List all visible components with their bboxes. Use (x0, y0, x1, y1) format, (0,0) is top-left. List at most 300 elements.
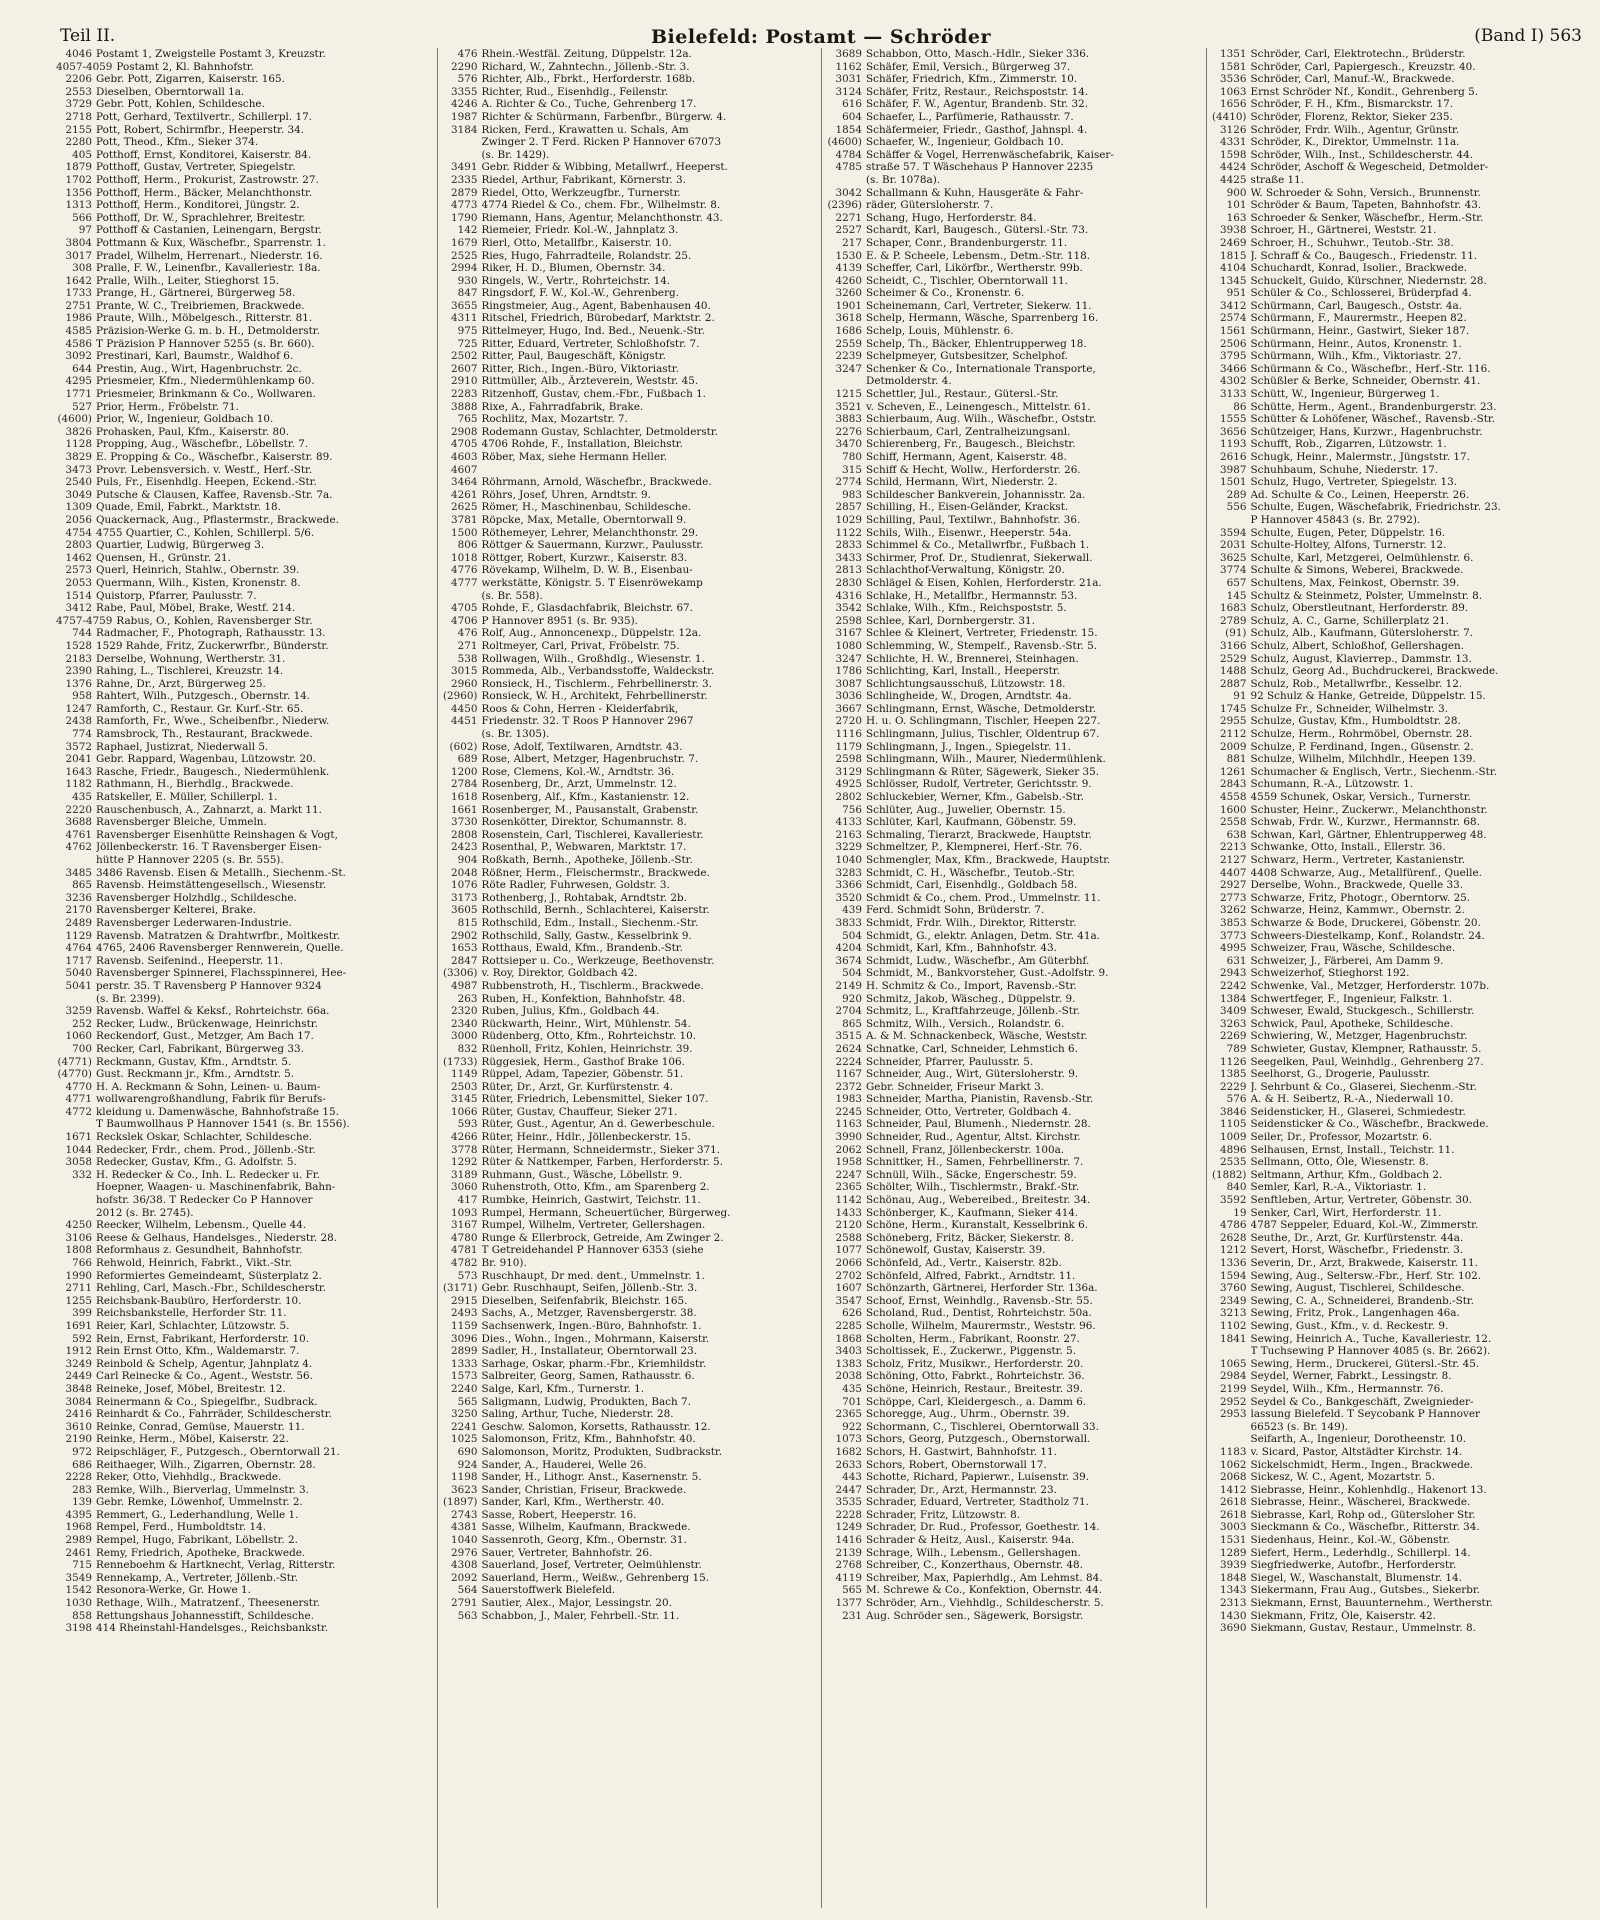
directory-entry (826, 161, 1202, 174)
phone-number: 3247 (835, 652, 862, 665)
phone-number: 3848 (65, 1382, 92, 1395)
entry-text: Ringstmeier, Aug., Agent, Babenhausen 40. (481, 299, 711, 312)
directory-entry (1211, 1118, 1587, 1131)
entry-text: Schwarz, Herm., Vertreter, Kastanienstr. (1250, 854, 1466, 866)
phone-number: 4104 (1220, 262, 1247, 275)
directory-entry (56, 514, 433, 527)
entry-text: Rempel, Hugo, Fabrikant, Löbellstr. 2. (96, 1534, 298, 1547)
entry-text: Schrage, Wilh., Lebensm., Gellershagen. (866, 1546, 1081, 1559)
phone-number: 3688 (65, 816, 92, 829)
phone-number: 930 (457, 274, 478, 287)
phone-number: 4424 (1220, 161, 1247, 174)
entry-text: Schlee & Kleinert, Vertreter, Friedenstr. 15. (866, 627, 1098, 640)
entry-text: Riedel, Arthur, Fabrikant, Körnerstr. 3. (481, 173, 686, 186)
directory-entry (1211, 980, 1587, 993)
phone-number: 1142 (835, 1194, 862, 1207)
phone-number: 4250 (65, 1219, 92, 1232)
directory-entry (442, 1056, 818, 1069)
phone-number: 2847 (451, 954, 478, 967)
directory-entry (442, 615, 818, 628)
entry-text: Schütte, Herm., Agent., Brandenburgerstr. 23. (1250, 400, 1497, 413)
directory-entry (826, 476, 1202, 489)
entry-text: Prange, H., Gärtnerei, Bürgerweg 58. (96, 287, 296, 300)
phone-number: 439 (842, 904, 862, 917)
directory-entry (1211, 1584, 1587, 1597)
entry-text: Seydel, Wilh., Kfm., Hermannstr. 76. (1250, 1382, 1444, 1395)
phone-number: 2857 (835, 501, 862, 514)
phone-number: 4261 (451, 488, 478, 501)
phone-number: 1062 (1220, 1458, 1247, 1471)
directory-entry (56, 1244, 433, 1257)
phone-number: 3166 (1220, 639, 1247, 652)
entry-text: wollwarengroßhandlung, Fabrik für Berufs- (96, 1093, 326, 1106)
directory-entry (56, 1081, 433, 1094)
phone-number: 565 (842, 1584, 862, 1597)
directory-entry (826, 1181, 1202, 1194)
phone-number: 4770 (65, 1080, 92, 1093)
entry-text: Gust. Reckmann jr., Kfm., Arndtstr. 5. (96, 1068, 295, 1081)
entry-text: Schneider, Pfarrer, Paulusstr. 5. (866, 1055, 1034, 1068)
phone-number: 3184 (451, 123, 478, 136)
entry-text: T Baumwollhaus P Hannover 1541 (s. Br. 1556). (96, 1118, 350, 1131)
directory-entry (442, 1471, 818, 1484)
entry-text: Ravensb. Waffel & Keksf., Rohrteichstr. 66a. (96, 1005, 330, 1018)
entry-text: Schultz & Steinmetz, Polster, Ummelnstr. 8. (1250, 589, 1483, 602)
phone-number: 4311 (451, 312, 478, 325)
phone-number: 315 (842, 463, 862, 476)
directory-entry (826, 854, 1202, 867)
entry-text: Runge & Ellerbrock, Getreide, Am Zwinger 2. (481, 1231, 724, 1244)
entry-text: Rosenberg, Dr., Arzt, Ummelnstr. 12. (481, 778, 677, 791)
entry-text: Schönau, Aug., Webereibed., Breitestr. 34. (866, 1194, 1091, 1207)
entry-text: Röthemeyer, Lehrer, Melanchthonstr. 29. (481, 526, 699, 539)
phone-number: 604 (842, 110, 862, 123)
phone-number: 2241 (451, 1420, 478, 1433)
phone-number: 2502 (451, 350, 478, 363)
phone-number: 715 (72, 1559, 92, 1572)
phone-number (1211, 1433, 1251, 1446)
directory-entry (826, 325, 1202, 338)
directory-column-1 (52, 48, 437, 1908)
phone-number: 1462 (65, 551, 92, 564)
directory-entry (826, 1307, 1202, 1320)
directory-entry (1211, 174, 1587, 187)
entry-text: Reinke, Conrad, Gemüse, Mauerstr. 11. (96, 1420, 305, 1433)
directory-entry (826, 930, 1202, 943)
phone-number: 2112 (1220, 728, 1247, 741)
directory-entry (826, 224, 1202, 237)
entry-text: Reier, Karl, Schlachter, Lützowstr. 5. (96, 1319, 290, 1332)
phone-number: 1607 (835, 1282, 862, 1295)
phone-number: 2813 (835, 564, 862, 577)
entry-text: Sewing, August, Tischlerei, Schildesche. (1250, 1282, 1465, 1295)
phone-number: 4260 (835, 274, 862, 287)
entry-text: Röttger, Robert, Kurzwr., Kaiserstr. 83. (481, 551, 688, 564)
directory-entry (1211, 287, 1587, 300)
directory-entry (442, 791, 818, 804)
directory-entry (826, 61, 1202, 74)
directory-entry (826, 1219, 1202, 1232)
phone-number: 2493 (451, 1307, 478, 1320)
entry-text: E. & P. Scheele, Lebensm., Detm.-Str. 118. (866, 249, 1091, 262)
entry-text: Richter & Schürmann, Farbenfbr., Bürgerw. 4. (481, 110, 727, 123)
phone-number: 1345 (1220, 274, 1247, 287)
directory-entry (442, 715, 818, 728)
entry-text: Prohasken, Paul, Kfm., Kaiserstr. 80. (96, 425, 290, 438)
phone-number: 2802 (835, 791, 862, 804)
directory-entry (56, 174, 433, 187)
entry-text: (s. Br. 558). (481, 589, 543, 602)
directory-entry (1211, 161, 1587, 174)
directory-entry (1211, 451, 1587, 464)
phone-number: 3594 (1220, 526, 1247, 539)
directory-entry (442, 1207, 818, 1220)
entry-text: Schröder, Wilh., Inst., Schildescherstr. 44. (1250, 148, 1474, 161)
directory-entry (826, 1244, 1202, 1257)
phone-number: 2228 (65, 1471, 92, 1484)
phone-number: 3133 (1220, 388, 1247, 401)
phone-number: (1882) (1211, 1168, 1247, 1181)
entry-text: Schierenberg, Fr., Baugesch., Bleichstr. (866, 438, 1076, 451)
phone-number: 1025 (451, 1433, 478, 1446)
entry-text: Schroer, H., Schuhwr., Teutob.-Str. 38. (1250, 236, 1454, 249)
phone-number: 2240 (451, 1382, 478, 1395)
entry-text: werkstätte, Königstr. 5. T Eisenröwekamp (481, 576, 703, 589)
entry-text: Sewing, Heinrich A., Tuche, Kavalleriestr. 12. (1250, 1332, 1492, 1345)
directory-entry (442, 426, 818, 439)
phone-number: 1771 (65, 388, 92, 401)
phone-number: 4777 (451, 576, 478, 589)
phone-number: 4585 (65, 325, 92, 338)
phone-number: 1531 (1220, 1534, 1247, 1547)
phone-number: 3470 (835, 438, 862, 451)
directory-entry (826, 262, 1202, 275)
phone-number: 3173 (451, 891, 478, 904)
entry-text: Postamt 2, Kl. Bahnhofstr. (116, 60, 254, 73)
entry-text: Derselbe, Wohnung, Wertherstr. 31. (96, 652, 286, 665)
entry-text: Schwick, Paul, Apotheke, Schildesche. (1250, 1017, 1454, 1030)
phone-number: 1159 (451, 1319, 478, 1332)
directory-entry (56, 1030, 433, 1043)
directory-entry (56, 161, 433, 174)
phone-number: 3283 (835, 866, 862, 879)
directory-entry (826, 136, 1202, 149)
phone-number: 1598 (1220, 148, 1247, 161)
page-section-label: Teil II. (60, 26, 116, 46)
directory-entry (826, 1131, 1202, 1144)
entry-text: Ramsbrock, Th., Restaurant, Brackwede. (96, 728, 313, 741)
directory-entry (442, 1244, 818, 1257)
phone-number: 847 (457, 287, 478, 300)
directory-entry (442, 413, 818, 426)
phone-number: 1029 (835, 513, 862, 526)
entry-text: Schulz, A. C., Garne, Schillerplatz 21. (1250, 614, 1450, 627)
phone-number: 744 (72, 627, 92, 640)
phone-number: 1129 (65, 929, 92, 942)
phone-number: 3403 (835, 1345, 862, 1358)
entry-text: Recker, Carl, Fabrikant, Bürgerweg 33. (96, 1042, 304, 1055)
entry-text: 1529 Rahde, Fritz, Zuckerwrfbr., Bünderstr. (96, 639, 329, 652)
entry-text: Rumpel, Hermann, Scheuertücher, Bürgerweg. (481, 1206, 731, 1219)
phone-number: 2618 (1220, 1496, 1247, 1509)
entry-text: Sander, Karl, Kfm., Wertherstr. 40. (481, 1496, 665, 1509)
entry-text: hofstr. 36/38. T Redecker Co P Hannover (96, 1194, 313, 1207)
directory-entry (56, 678, 433, 691)
directory-entry (56, 753, 433, 766)
phone-number: 2489 (65, 916, 92, 929)
entry-text: Schröder, Florenz, Rektor, Sieker 235. (1250, 110, 1453, 123)
entry-text: (s. Br. 1305). (481, 728, 550, 741)
directory-entry (1211, 1232, 1587, 1245)
directory-entry (826, 993, 1202, 1006)
directory-entry (1211, 728, 1587, 741)
directory-entry (442, 1257, 818, 1270)
directory-entry (56, 413, 433, 426)
directory-entry (56, 892, 433, 905)
phone-number: 1384 (1220, 992, 1247, 1005)
phone-number (1211, 514, 1251, 527)
entry-text: Schulze Fr., Schneider, Wilhelmstr. 3. (1250, 702, 1449, 715)
phone-number: 2280 (65, 136, 92, 149)
directory-entry (1211, 111, 1587, 124)
directory-entry (56, 841, 433, 854)
phone-number: 1702 (65, 173, 92, 186)
entry-text: Schwieter, Gustav, Klempner, Rathausstr. 5. (1250, 1042, 1482, 1055)
directory-entry (442, 489, 818, 502)
entry-text: Schierbaum, Carl, Zentralheizungsanl. (866, 425, 1071, 438)
phone-number: 1530 (835, 249, 862, 262)
directory-entry (442, 955, 818, 968)
phone-number: 563 (457, 1609, 478, 1622)
entry-text: Rettungshaus Johannesstift, Schildesche. (96, 1609, 314, 1622)
phone-number: 1686 (835, 325, 862, 338)
phone-number: 1968 (65, 1521, 92, 1534)
entry-text: 2012 (s. Br. 2745). (96, 1206, 194, 1219)
entry-text: Schmitz, Jakob, Wäscheg., Düppelstr. 9. (866, 992, 1076, 1005)
entry-text: Schröder, Carl, Manuf.-W., Brackwede. (1250, 73, 1455, 86)
directory-entry (826, 48, 1202, 61)
entry-text: Schmidt, C. H., Wäschefbr., Teutob.-Str. (866, 866, 1075, 879)
directory-entry (56, 451, 433, 464)
phone-number: 435 (842, 1382, 862, 1395)
directory-entry (442, 1333, 818, 1346)
phone-number: 2149 (835, 979, 862, 992)
phone-number: 1261 (1220, 765, 1247, 778)
phone-number: 1116 (835, 728, 862, 741)
phone-number: 145 (1226, 589, 1247, 602)
phone-number: 1430 (1220, 1609, 1247, 1622)
phone-number: 2803 (65, 539, 92, 552)
directory-entry (442, 690, 818, 703)
directory-entry (826, 1068, 1202, 1081)
directory-entry (56, 464, 433, 477)
directory-entry (56, 615, 433, 628)
phone-number: (3306) (442, 967, 478, 980)
directory-entry (56, 1547, 433, 1560)
entry-text: Gebr. Ruschhaupt, Seifen, Jöllenb.-Str. 3. (481, 1282, 698, 1295)
directory-entry (826, 728, 1202, 741)
directory-entry (1211, 262, 1587, 275)
phone-number: 1044 (65, 1143, 92, 1156)
phone-number: 2041 (65, 753, 92, 766)
directory-entry (442, 1521, 818, 1534)
entry-text: Ritter, Paul, Baugeschäft, Königstr. (481, 350, 666, 363)
phone-number: 2704 (835, 1005, 862, 1018)
phone-number: 3605 (451, 904, 478, 917)
entry-text: 4755 Quartier, C., Kohlen, Schillerpl. 5/6. (96, 526, 315, 539)
entry-text: (s. Br. 2399). (96, 992, 164, 1005)
directory-entry (1211, 1383, 1587, 1396)
directory-entry (826, 1093, 1202, 1106)
entry-text: Schweizer, Frau, Wäsche, Schildesche. (1250, 942, 1456, 955)
phone-number: 881 (1226, 753, 1247, 766)
entry-text: Rüppel, Adam, Tapezier, Göbenstr. 51. (481, 1068, 684, 1081)
entry-text: Scheidt, C., Tischler, Oberntorwall 11. (866, 274, 1068, 287)
phone-number: 4754 (65, 526, 92, 539)
directory-entry (442, 1559, 818, 1572)
phone-number: 1356 (65, 186, 92, 199)
entry-text: Schöning, Otto, Fabrkt., Rohrteichstr. 36. (866, 1370, 1085, 1383)
phone-number: 3263 (1220, 1017, 1247, 1030)
directory-entry (442, 174, 818, 187)
entry-text: Schmidt, Frdr. Wilh., Direktor, Ritterstr. (866, 916, 1077, 929)
entry-text: Schweizerhof, Stieghorst 192. (1250, 967, 1410, 980)
directory-entry (56, 766, 433, 779)
phone-number: 4776 (451, 564, 478, 577)
phone-number: 4773 (451, 199, 478, 212)
directory-entry (442, 1307, 818, 1320)
entry-text: Ravensb. Heimstättengesellsch., Wiesenstr. (96, 879, 327, 892)
phone-number: 1163 (835, 1118, 862, 1131)
entry-text: Reformiertes Gemeindeamt, Süsterplatz 2. (96, 1269, 322, 1282)
directory-entry (56, 577, 433, 590)
phone-number: 2228 (835, 1508, 862, 1521)
entry-text: Schönewolf, Gustav, Kaiserstr. 39. (866, 1244, 1046, 1257)
phone-number: 4381 (451, 1521, 478, 1534)
entry-text: Schäfermeier, Friedr., Gasthof, Jahnspl. 4. (866, 123, 1088, 136)
phone-number: 3826 (65, 425, 92, 438)
phone-number: 4987 (451, 979, 478, 992)
entry-text: Schwarze, Heinz, Kammwr., Obernstr. 2. (1250, 904, 1465, 917)
phone-number: 4607 (451, 463, 478, 476)
directory-entry (1211, 149, 1587, 162)
phone-number: 2573 (65, 564, 92, 577)
directory-entry (56, 325, 433, 338)
phone-number: 3938 (1220, 224, 1247, 237)
phone-number: 2830 (835, 576, 862, 589)
phone-number: 3260 (835, 287, 862, 300)
phone-number: 3778 (451, 1143, 478, 1156)
entry-text: Schlingheide, W., Drogen, Arndtstr. 4a. (866, 690, 1072, 703)
directory-entry (1211, 703, 1587, 716)
directory-entry (1211, 904, 1587, 917)
phone-number: 3189 (451, 1168, 478, 1181)
phone-number: 2276 (835, 425, 862, 438)
entry-text: Gebr. Rappard, Wagenbau, Lützowstr. 20. (96, 753, 316, 766)
phone-number: 2574 (1220, 312, 1247, 325)
entry-text: Potthoff, Herm., Konditorei, Jüngstr. 2. (96, 199, 300, 212)
phone-number: 3689 (835, 48, 862, 60)
phone-number: 2340 (451, 1017, 478, 1030)
phone-number: 4246 (451, 98, 478, 111)
entry-text: Reese & Gelhaus, Handelsges., Niederstr. 28. (96, 1231, 337, 1244)
directory-entry (442, 1169, 818, 1182)
phone-number: 3773 (1220, 929, 1247, 942)
phone-number: 3781 (451, 513, 478, 526)
phone-number: 1653 (451, 942, 478, 955)
phone-number: 3542 (835, 602, 862, 615)
entry-text: Roltmeyer, Carl, Privat, Fröbelstr. 75. (481, 639, 680, 652)
directory-entry (1211, 1043, 1587, 1056)
entry-text: Sewing, Aug., Seltersw.-Fbr., Herf. Str. 102. (1250, 1269, 1482, 1282)
directory-entry (1211, 73, 1587, 86)
directory-entry (442, 741, 818, 754)
entry-text: Schneider, Martha, Pianistin, Ravensb.-Str. (866, 1093, 1094, 1106)
entry-text: Schulz, Alb., Kaufmann, Gütersloherstr. 7. (1250, 627, 1473, 640)
entry-text: Schelp, Th., Bäcker, Ehlentrupperweg 18. (866, 337, 1087, 350)
directory-entry (1211, 426, 1587, 439)
entry-text: Rüter, Dr., Arzt, Gr. Kurfürstenstr. 4. (481, 1080, 674, 1093)
entry-text: 4706 Rohde, F., Installation, Bleichstr. (481, 438, 683, 451)
phone-number: 1691 (65, 1319, 92, 1332)
directory-entry (826, 287, 1202, 300)
phone-number: 4586 (65, 337, 92, 350)
phone-number: 780 (842, 451, 862, 463)
directory-entry (56, 1106, 433, 1119)
entry-text: Schlüter, Karl, Kaufmann, Göbenstr. 59. (866, 816, 1077, 829)
directory-entry (56, 1232, 433, 1245)
phone-number: 332 (72, 1168, 92, 1181)
entry-text: Rittelmeyer, Hugo, Ind. Bed., Neuenk.-Str. (481, 325, 705, 338)
directory-entry (442, 464, 818, 477)
directory-entry (442, 1358, 818, 1371)
phone-number: 2313 (1220, 1597, 1247, 1610)
directory-entry (826, 1156, 1202, 1169)
entry-text: Senftleben, Artur, Vertreter, Göbenstr. 30. (1250, 1194, 1473, 1207)
directory-entry (56, 1484, 433, 1497)
phone-number: 504 (842, 929, 862, 942)
entry-text: Schrader, Fritz, Lützowstr. 8. (866, 1508, 1021, 1521)
entry-text: Schaefer, W., Ingenieur, Goldbach 10. (866, 136, 1064, 149)
entry-text: Schoof, Ernst, Weinhdlg., Ravensb.-Str. 55. (866, 1294, 1093, 1307)
entry-text: Schröder, Carl, Papiergesch., Kreuzstr. 40. (1250, 60, 1476, 73)
phone-number: 1179 (835, 740, 862, 753)
phone-number: 476 (457, 627, 478, 640)
phone-number: 566 (72, 211, 92, 224)
directory-entry (1211, 590, 1587, 603)
directory-entry (56, 1408, 433, 1421)
phone-number: 1193 (1220, 438, 1247, 451)
entry-text: Schlingmann, Ernst, Wäsche, Detmolderstr. (866, 702, 1097, 715)
entry-text: v. Scheven, E., Leinengesch., Mittelstr. 61. (866, 400, 1091, 413)
directory-entry (56, 1207, 433, 1220)
phone-number: (4600) (57, 413, 92, 426)
phone-number: 865 (72, 879, 92, 892)
directory-entry (56, 350, 433, 363)
phone-number: 4407 (1220, 866, 1247, 879)
directory-entry (1211, 1068, 1587, 1081)
phone-number: 2053 (65, 576, 92, 589)
directory-entry (826, 275, 1202, 288)
entry-text: Quistorp, Pfarrer, Paulusstr. 7. (96, 589, 257, 602)
phone-number: 405 (72, 148, 92, 161)
directory-entry (56, 1383, 433, 1396)
directory-entry (826, 1421, 1202, 1434)
phone-number: 252 (72, 1017, 92, 1030)
directory-entry (56, 1156, 433, 1169)
directory-entry (442, 1018, 818, 1031)
phone-number: 3087 (835, 677, 862, 690)
